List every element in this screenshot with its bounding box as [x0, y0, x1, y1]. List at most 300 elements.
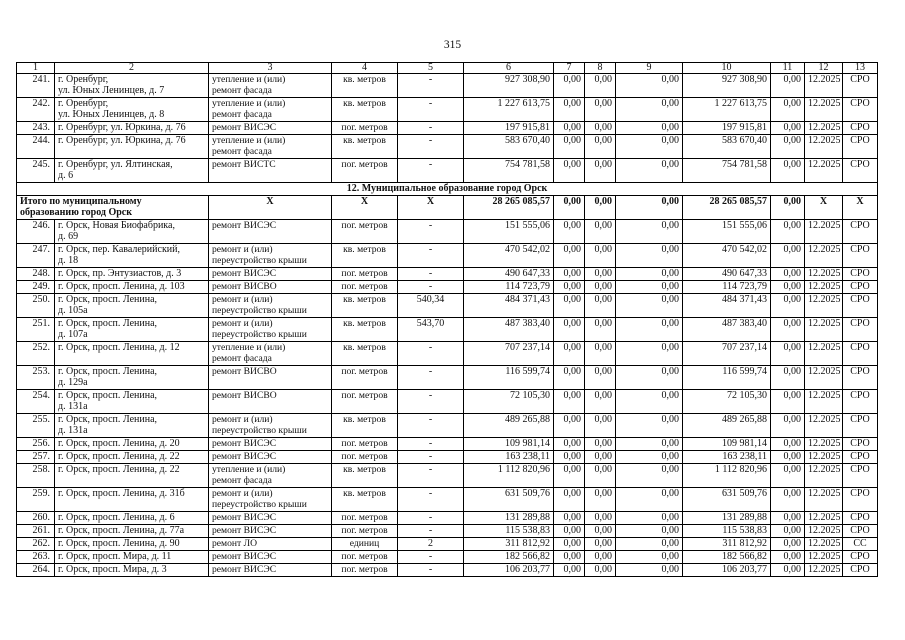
total-label	[17, 196, 209, 220]
column-number: 4	[332, 63, 398, 74]
fund-owners-cell: 754 781,58	[683, 159, 771, 183]
total-cost-cell: 28 265 085,57	[464, 196, 554, 220]
work-type-cell	[209, 268, 332, 281]
table-row	[17, 551, 878, 564]
total-regional-cell: 0,00	[585, 196, 616, 220]
fund-other-cell: 0,00	[771, 438, 805, 451]
row-number: 247.	[17, 244, 55, 268]
work-type-cell-line: ремонт ВИСЭС	[212, 551, 277, 562]
fund-other-cell: 0,00	[771, 159, 805, 183]
fund-federal-cell: 0,00	[554, 414, 585, 438]
row-number: 255.	[17, 414, 55, 438]
fund-local-cell: 0,00	[616, 551, 683, 564]
quantity-cell: -	[398, 488, 464, 512]
work-type-cell-line: ремонт и (или)	[212, 488, 273, 499]
row-number: 263.	[17, 551, 55, 564]
fund-regional-cell: 0,00	[585, 294, 616, 318]
fund-owners-cell: 182 566,82	[683, 551, 771, 564]
work-type-cell-line: утепление и (или)	[212, 135, 286, 146]
unit-cell: кв. метров	[332, 98, 398, 122]
unit-cell: пог. метров	[332, 512, 398, 525]
deadline-cell: 12.2025	[805, 342, 843, 366]
total-x-cell: Х	[805, 196, 843, 220]
work-type-cell	[209, 451, 332, 464]
fund-local-cell: 0,00	[616, 390, 683, 414]
work-type-cell	[209, 74, 332, 98]
unit-cell: пог. метров	[332, 551, 398, 564]
address-cell	[55, 512, 209, 525]
table-row	[17, 366, 878, 390]
address-cell-line: г. Оренбург, ул. Юркина, д. 76	[58, 122, 186, 133]
method-cell: СРО	[843, 464, 878, 488]
fund-local-cell: 0,00	[616, 318, 683, 342]
unit-cell: кв. метров	[332, 74, 398, 98]
address-cell-line: г. Орск, просп. Мира, д. 3	[58, 564, 167, 575]
fund-regional-cell: 0,00	[585, 74, 616, 98]
total-cost-cell: 114 723,79	[464, 281, 554, 294]
table-row	[17, 220, 878, 244]
table-row	[17, 488, 878, 512]
method-cell: СРО	[843, 525, 878, 538]
address-cell-line: г. Орск, просп. Ленина,	[58, 318, 158, 329]
row-number: 242.	[17, 98, 55, 122]
quantity-cell: -	[398, 342, 464, 366]
work-type-cell-line: переустройство крыши	[212, 305, 307, 316]
total-cost-cell: 489 265,88	[464, 414, 554, 438]
row-number: 256.	[17, 438, 55, 451]
total-cost-cell: 754 781,58	[464, 159, 554, 183]
fund-regional-cell: 0,00	[585, 525, 616, 538]
row-number: 250.	[17, 294, 55, 318]
total-label-line: образованию город Орск	[20, 207, 133, 218]
fund-federal-cell: 0,00	[554, 74, 585, 98]
fund-federal-cell: 0,00	[554, 525, 585, 538]
work-type-cell-line: переустройство крыши	[212, 329, 307, 340]
deadline-cell: 12.2025	[805, 525, 843, 538]
deadline-cell: 12.2025	[805, 366, 843, 390]
fund-regional-cell: 0,00	[585, 488, 616, 512]
unit-cell: кв. метров	[332, 464, 398, 488]
address-cell-line: д. 131а	[58, 425, 88, 436]
fund-other-cell: 0,00	[771, 464, 805, 488]
address-cell-line: г. Орск, пер. Кавалерийский,	[58, 244, 181, 255]
fund-owners-cell: 115 538,83	[683, 525, 771, 538]
work-type-cell	[209, 551, 332, 564]
method-cell: СРО	[843, 74, 878, 98]
quantity-cell: -	[398, 512, 464, 525]
work-type-cell-line: утепление и (или)	[212, 98, 286, 109]
fund-owners-cell: 106 203,77	[683, 564, 771, 577]
fund-local-cell: 0,00	[616, 464, 683, 488]
fund-regional-cell: 0,00	[585, 135, 616, 159]
fund-other-cell: 0,00	[771, 551, 805, 564]
method-cell: СРО	[843, 414, 878, 438]
address-cell-line: г. Оренбург,	[58, 98, 109, 109]
method-cell: СРО	[843, 551, 878, 564]
fund-owners-cell: 1 227 613,75	[683, 98, 771, 122]
fund-owners-cell: 131 289,88	[683, 512, 771, 525]
total-cost-cell: 1 227 613,75	[464, 98, 554, 122]
work-type-cell	[209, 159, 332, 183]
total-cost-cell: 72 105,30	[464, 390, 554, 414]
fund-other-cell: 0,00	[771, 512, 805, 525]
fund-local-cell: 0,00	[616, 538, 683, 551]
method-cell: СРО	[843, 281, 878, 294]
address-cell	[55, 318, 209, 342]
unit-cell: пог. метров	[332, 220, 398, 244]
total-cost-cell: 470 542,02	[464, 244, 554, 268]
fund-federal-cell: 0,00	[554, 538, 585, 551]
deadline-cell: 12.2025	[805, 122, 843, 135]
fund-federal-cell: 0,00	[554, 98, 585, 122]
table-row	[17, 318, 878, 342]
fund-owners-cell: 116 599,74	[683, 366, 771, 390]
total-label-line: Итого по муниципальному	[20, 196, 142, 207]
work-type-cell-line: ремонт ЛО	[212, 538, 258, 549]
deadline-cell: 12.2025	[805, 464, 843, 488]
address-cell-line: д. 131а	[58, 401, 88, 412]
quantity-cell: -	[398, 438, 464, 451]
unit-cell: единиц	[332, 538, 398, 551]
address-cell	[55, 281, 209, 294]
fund-other-cell: 0,00	[771, 122, 805, 135]
fund-other-cell: 0,00	[771, 318, 805, 342]
total-cost-cell: 707 237,14	[464, 342, 554, 366]
deadline-cell: 12.2025	[805, 551, 843, 564]
work-type-cell	[209, 488, 332, 512]
total-cost-cell: 631 509,76	[464, 488, 554, 512]
fund-local-cell: 0,00	[616, 414, 683, 438]
column-number: 9	[616, 63, 683, 74]
method-cell: СРО	[843, 122, 878, 135]
total-x-cell: Х	[398, 196, 464, 220]
work-type-cell	[209, 438, 332, 451]
table-row	[17, 122, 878, 135]
work-type-cell-line: переустройство крыши	[212, 499, 307, 510]
unit-cell: кв. метров	[332, 414, 398, 438]
table-row	[17, 135, 878, 159]
work-type-cell-line: ремонт фасада	[212, 85, 272, 96]
fund-other-cell: 0,00	[771, 564, 805, 577]
fund-owners-cell: 583 670,40	[683, 135, 771, 159]
unit-cell: кв. метров	[332, 244, 398, 268]
quantity-cell: -	[398, 525, 464, 538]
address-cell-line: г. Орск, просп. Ленина, д. 103	[58, 281, 185, 292]
address-cell	[55, 159, 209, 183]
fund-regional-cell: 0,00	[585, 414, 616, 438]
fund-other-cell: 0,00	[771, 366, 805, 390]
total-cost-cell: 1 112 820,96	[464, 464, 554, 488]
address-cell	[55, 220, 209, 244]
fund-other-cell: 0,00	[771, 390, 805, 414]
fund-federal-cell: 0,00	[554, 464, 585, 488]
address-cell-line: г. Орск, пр. Энтузиастов, д. 3	[58, 268, 182, 279]
address-cell	[55, 390, 209, 414]
deadline-cell: 12.2025	[805, 294, 843, 318]
unit-cell: пог. метров	[332, 564, 398, 577]
fund-local-cell: 0,00	[616, 98, 683, 122]
total-cost-cell: 182 566,82	[464, 551, 554, 564]
unit-cell: кв. метров	[332, 294, 398, 318]
fund-other-cell: 0,00	[771, 281, 805, 294]
work-type-cell-line: ремонт и (или)	[212, 318, 273, 329]
address-cell-line: д. 69	[58, 231, 79, 242]
address-cell-line: г. Орск, просп. Ленина,	[58, 366, 158, 377]
column-number: 11	[771, 63, 805, 74]
deadline-cell: 12.2025	[805, 135, 843, 159]
method-cell: СРО	[843, 318, 878, 342]
unit-cell: пог. метров	[332, 525, 398, 538]
row-number: 253.	[17, 366, 55, 390]
table-row	[17, 244, 878, 268]
quantity-cell: -	[398, 564, 464, 577]
table-row	[17, 451, 878, 464]
fund-owners-cell: 163 238,11	[683, 451, 771, 464]
quantity-cell: -	[398, 98, 464, 122]
address-cell-line: г. Орск, просп. Ленина, д. 22	[58, 451, 180, 462]
fund-local-cell: 0,00	[616, 366, 683, 390]
row-number: 246.	[17, 220, 55, 244]
method-cell: СРО	[843, 244, 878, 268]
work-type-cell	[209, 244, 332, 268]
table-row	[17, 438, 878, 451]
address-cell-line: г. Орск, просп. Ленина,	[58, 414, 158, 425]
address-cell-line: г. Орск, просп. Ленина,	[58, 294, 158, 305]
address-cell-line: ул. Юных Ленинцев, д. 8	[58, 109, 165, 120]
fund-federal-cell: 0,00	[554, 220, 585, 244]
deadline-cell: 12.2025	[805, 74, 843, 98]
work-type-cell	[209, 538, 332, 551]
table-row	[17, 159, 878, 183]
method-cell: СРО	[843, 451, 878, 464]
address-cell	[55, 438, 209, 451]
address-cell-line: г. Оренбург,	[58, 74, 109, 85]
address-cell-line: д. 105а	[58, 305, 88, 316]
fund-owners-cell: 487 383,40	[683, 318, 771, 342]
method-cell: СРО	[843, 135, 878, 159]
deadline-cell: 12.2025	[805, 512, 843, 525]
address-cell-line: г. Орск, просп. Ленина, д. 6	[58, 512, 175, 523]
total-cost-cell: 487 383,40	[464, 318, 554, 342]
total-cost-cell: 484 371,43	[464, 294, 554, 318]
work-type-cell-line: ремонт ВИСЭС	[212, 268, 277, 279]
table-row	[17, 512, 878, 525]
total-local-cell: 0,00	[616, 196, 683, 220]
section-title: 12. Муниципальное образование город Орск	[17, 183, 878, 196]
fund-federal-cell: 0,00	[554, 122, 585, 135]
fund-local-cell: 0,00	[616, 268, 683, 281]
deadline-cell: 12.2025	[805, 451, 843, 464]
table-row	[17, 294, 878, 318]
fund-owners-cell: 631 509,76	[683, 488, 771, 512]
quantity-cell: -	[398, 451, 464, 464]
quantity-cell: 2	[398, 538, 464, 551]
quantity-cell: -	[398, 74, 464, 98]
work-type-cell-line: ремонт ВИСЭС	[212, 451, 277, 462]
column-number: 2	[55, 63, 209, 74]
address-cell-line: д. 107а	[58, 329, 88, 340]
fund-owners-cell: 470 542,02	[683, 244, 771, 268]
unit-cell: пог. метров	[332, 390, 398, 414]
fund-regional-cell: 0,00	[585, 551, 616, 564]
fund-other-cell: 0,00	[771, 74, 805, 98]
row-number: 258.	[17, 464, 55, 488]
fund-local-cell: 0,00	[616, 281, 683, 294]
unit-cell: кв. метров	[332, 318, 398, 342]
table-row	[17, 525, 878, 538]
fund-federal-cell: 0,00	[554, 281, 585, 294]
quantity-cell: -	[398, 122, 464, 135]
fund-regional-cell: 0,00	[585, 438, 616, 451]
work-type-cell	[209, 366, 332, 390]
fund-owners-cell: 707 237,14	[683, 342, 771, 366]
address-cell-line: д. 18	[58, 255, 79, 266]
table-row	[17, 342, 878, 366]
address-cell	[55, 538, 209, 551]
fund-local-cell: 0,00	[616, 564, 683, 577]
total-cost-cell: 197 915,81	[464, 122, 554, 135]
total-cost-cell: 163 238,11	[464, 451, 554, 464]
fund-regional-cell: 0,00	[585, 564, 616, 577]
total-cost-cell: 583 670,40	[464, 135, 554, 159]
address-cell	[55, 451, 209, 464]
unit-cell: пог. метров	[332, 268, 398, 281]
column-number: 12	[805, 63, 843, 74]
quantity-cell: 543,70	[398, 318, 464, 342]
table-row	[17, 464, 878, 488]
quantity-cell: -	[398, 220, 464, 244]
fund-other-cell: 0,00	[771, 414, 805, 438]
fund-local-cell: 0,00	[616, 488, 683, 512]
total-row	[17, 196, 878, 220]
fund-owners-cell: 114 723,79	[683, 281, 771, 294]
unit-cell: кв. метров	[332, 135, 398, 159]
deadline-cell: 12.2025	[805, 438, 843, 451]
method-cell: СРО	[843, 488, 878, 512]
method-cell: СРО	[843, 294, 878, 318]
work-type-cell-line: ремонт фасада	[212, 109, 272, 120]
work-type-cell	[209, 414, 332, 438]
address-cell-line: г. Оренбург, ул. Юркина, д. 76	[58, 135, 186, 146]
total-x-cell: Х	[843, 196, 878, 220]
work-type-cell-line: ремонт фасада	[212, 146, 272, 157]
work-type-cell-line: ремонт ВИСЭС	[212, 122, 277, 133]
fund-owners-cell: 72 105,30	[683, 390, 771, 414]
method-cell: СРО	[843, 268, 878, 281]
deadline-cell: 12.2025	[805, 488, 843, 512]
fund-other-cell: 0,00	[771, 525, 805, 538]
quantity-cell: -	[398, 414, 464, 438]
table-row	[17, 268, 878, 281]
method-cell: СРО	[843, 366, 878, 390]
address-cell	[55, 244, 209, 268]
method-cell: СРО	[843, 438, 878, 451]
table-row	[17, 538, 878, 551]
address-cell	[55, 464, 209, 488]
address-cell-line: г. Оренбург, ул. Ялтинская,	[58, 159, 173, 170]
total-cost-cell: 927 308,90	[464, 74, 554, 98]
unit-cell: пог. метров	[332, 451, 398, 464]
fund-federal-cell: 0,00	[554, 390, 585, 414]
work-type-cell-line: ремонт ВИСВО	[212, 366, 277, 377]
total-cost-cell: 131 289,88	[464, 512, 554, 525]
fund-federal-cell: 0,00	[554, 342, 585, 366]
row-number: 254.	[17, 390, 55, 414]
method-cell: СРО	[843, 159, 878, 183]
address-cell-line: ул. Юных Ленинцев, д. 7	[58, 85, 165, 96]
table-body	[17, 63, 878, 577]
row-number: 249.	[17, 281, 55, 294]
unit-cell: пог. метров	[332, 366, 398, 390]
unit-cell: пог. метров	[332, 438, 398, 451]
quantity-cell: 540,34	[398, 294, 464, 318]
fund-owners-cell: 151 555,06	[683, 220, 771, 244]
row-number: 241.	[17, 74, 55, 98]
total-cost-cell: 311 812,92	[464, 538, 554, 551]
work-type-cell	[209, 122, 332, 135]
table-row	[17, 390, 878, 414]
work-type-cell	[209, 294, 332, 318]
method-cell: СС	[843, 538, 878, 551]
total-federal-cell: 0,00	[554, 196, 585, 220]
fund-other-cell: 0,00	[771, 451, 805, 464]
work-type-cell-line: ремонт ВИСВО	[212, 390, 277, 401]
quantity-cell: -	[398, 244, 464, 268]
unit-cell: кв. метров	[332, 488, 398, 512]
quantity-cell: -	[398, 159, 464, 183]
unit-cell: пог. метров	[332, 281, 398, 294]
fund-regional-cell: 0,00	[585, 98, 616, 122]
deadline-cell: 12.2025	[805, 220, 843, 244]
work-type-cell-line: ремонт ВИСТС	[212, 159, 276, 170]
work-type-cell-line: ремонт и (или)	[212, 414, 273, 425]
address-cell	[55, 294, 209, 318]
fund-owners-cell: 484 371,43	[683, 294, 771, 318]
method-cell: СРО	[843, 564, 878, 577]
row-number: 252.	[17, 342, 55, 366]
fund-federal-cell: 0,00	[554, 318, 585, 342]
fund-owners-cell: 490 647,33	[683, 268, 771, 281]
address-cell	[55, 414, 209, 438]
fund-local-cell: 0,00	[616, 135, 683, 159]
work-type-cell	[209, 318, 332, 342]
column-number-row	[17, 63, 878, 74]
fund-owners-cell: 1 112 820,96	[683, 464, 771, 488]
row-number: 262.	[17, 538, 55, 551]
work-type-cell-line: ремонт и (или)	[212, 244, 273, 255]
total-cost-cell: 115 538,83	[464, 525, 554, 538]
deadline-cell: 12.2025	[805, 268, 843, 281]
row-number: 257.	[17, 451, 55, 464]
fund-regional-cell: 0,00	[585, 220, 616, 244]
fund-local-cell: 0,00	[616, 159, 683, 183]
fund-local-cell: 0,00	[616, 512, 683, 525]
deadline-cell: 12.2025	[805, 390, 843, 414]
deadline-cell: 12.2025	[805, 538, 843, 551]
address-cell-line: г. Орск, просп. Ленина, д. 12	[58, 342, 180, 353]
fund-local-cell: 0,00	[616, 342, 683, 366]
fund-regional-cell: 0,00	[585, 122, 616, 135]
address-cell	[55, 564, 209, 577]
fund-local-cell: 0,00	[616, 294, 683, 318]
fund-regional-cell: 0,00	[585, 244, 616, 268]
table-row	[17, 564, 878, 577]
fund-owners-cell: 197 915,81	[683, 122, 771, 135]
table-row	[17, 74, 878, 98]
total-cost-cell: 106 203,77	[464, 564, 554, 577]
fund-regional-cell: 0,00	[585, 159, 616, 183]
fund-local-cell: 0,00	[616, 438, 683, 451]
